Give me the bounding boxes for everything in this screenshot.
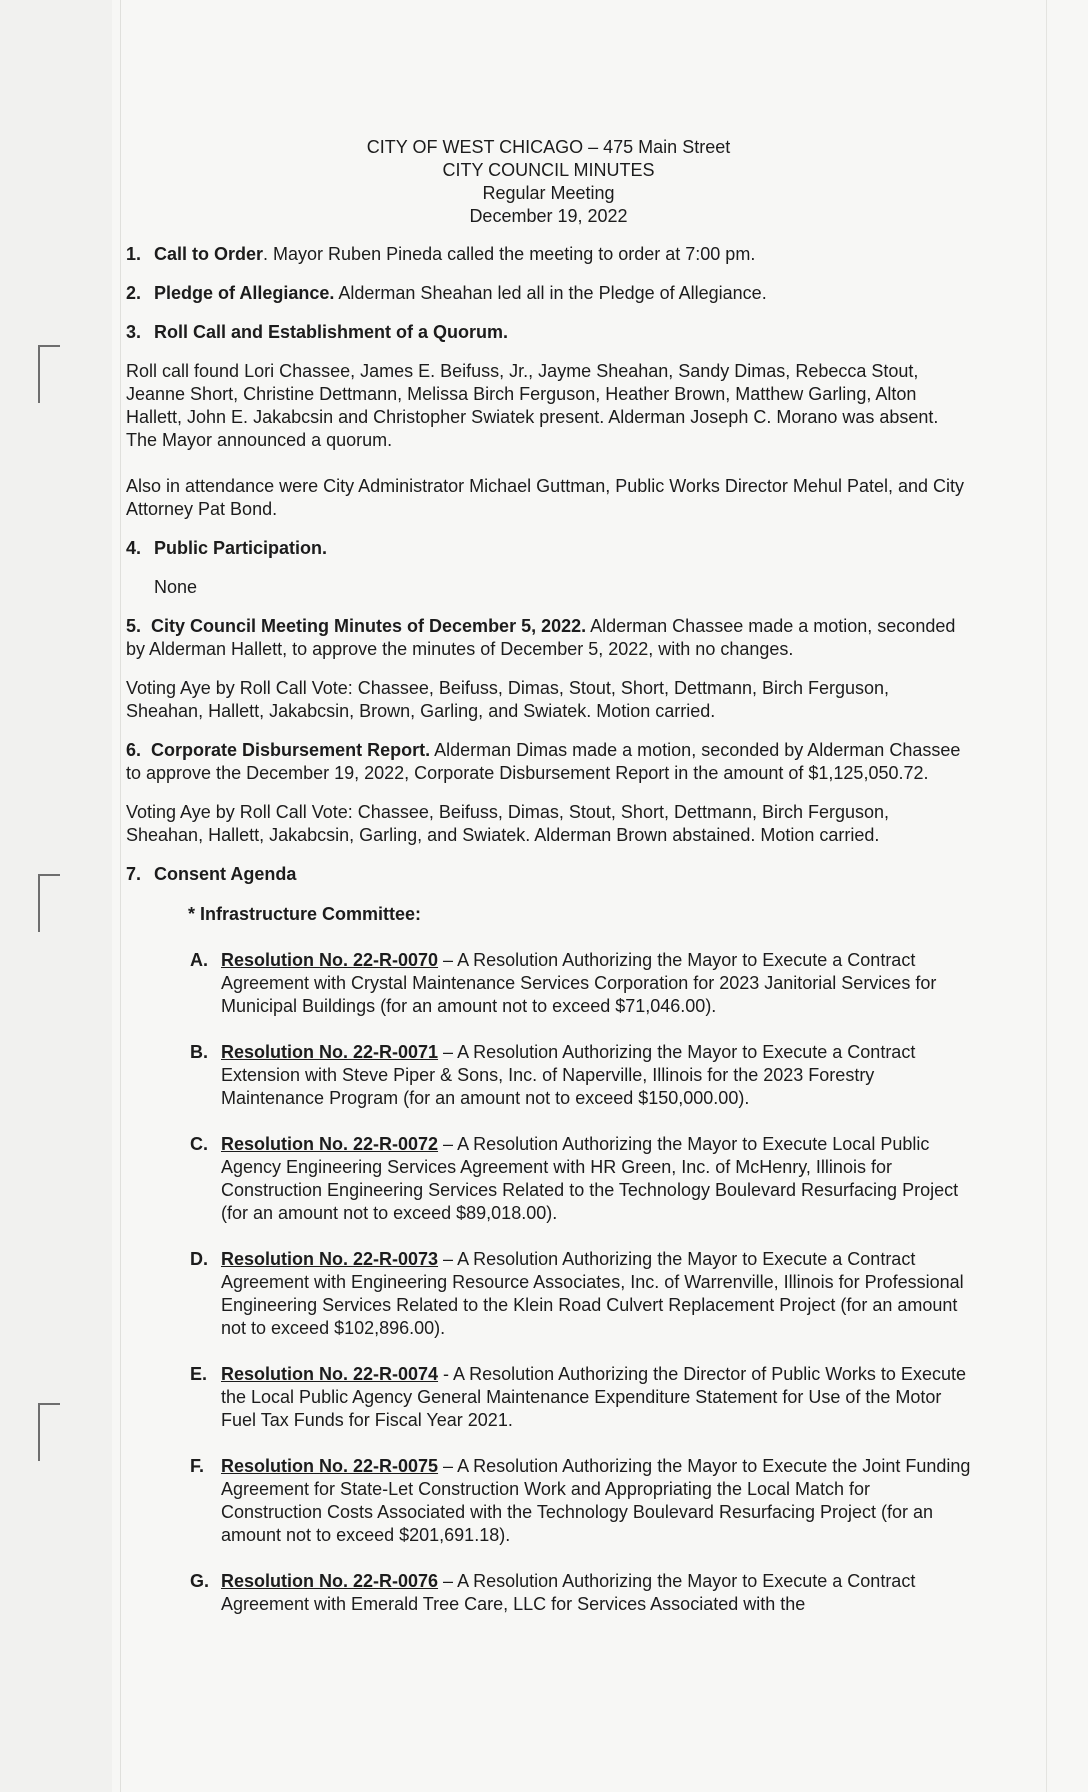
item-letter: A. — [190, 950, 208, 970]
section-number: 5. — [126, 616, 142, 636]
section-number: 4. — [126, 538, 142, 558]
section-pledge — [126, 282, 971, 305]
resolution-text: – A Resolution Authorizing the Mayor to Execute the Joint Funding Agreement for State-Let Construction Work and Appropriating the Local Match for Construction Costs Associated with the Technology Boulevard Resurfacing Project (for an amount not to exceed $201,691.18). — [221, 1456, 971, 1545]
resolution-number: Resolution No. 22-R-0072 — [221, 1134, 439, 1154]
resolution-text: – A Resolution Authorizing the Mayor to Execute a Contract Agreement with Engineering Resource Associates, Inc. of Warrenville, Illinois for Professional Engineering Services Related to the Klein Road Culvert Replacement Project (for an amount not to exceed $102,896.00). — [221, 1249, 964, 1338]
resolution-item — [126, 949, 971, 1018]
section-consent-agenda — [126, 863, 971, 886]
item-letter: C. — [190, 1134, 208, 1154]
item-letter: D. — [190, 1249, 208, 1269]
resolution-number: Resolution No. 22-R-0071 — [221, 1042, 439, 1062]
attendance-paragraph: Also in attendance were City Administrator Michael Guttman, Public Works Director Mehul Patel, and City Attorney Pat Bond. — [126, 476, 965, 519]
resolution-item — [126, 1363, 971, 1432]
section-title: Consent Agenda — [154, 864, 297, 884]
item-letter: G. — [190, 1571, 210, 1591]
scan-edge-line — [120, 0, 121, 1792]
committee-heading: * Infrastructure Committee: — [188, 904, 422, 924]
resolution-number: Resolution No. 22-R-0073 — [221, 1249, 439, 1269]
section-title: Public Participation. — [154, 538, 328, 558]
section-number: 2. — [126, 283, 142, 303]
section-text: Alderman Dimas made a motion, seconded by Alderman Chassee to approve the December 19, 2022, Corporate Disbursement Report in the amount of $1,125,050.72. — [126, 740, 961, 783]
resolution-number: Resolution No. 22-R-0074 — [221, 1364, 439, 1384]
resolution-number: Resolution No. 22-R-0075 — [221, 1456, 439, 1476]
vote-paragraph: Voting Aye by Roll Call Vote: Chassee, Beifuss, Dimas, Stout, Short, Dettmann, Birch Ferguson, Sheahan, Hallett, Jakabcsin, Garling, and Swiatek. Alderman Brown abstained. Motion carried. — [126, 802, 890, 845]
resolution-list — [126, 949, 971, 1616]
section-title: Call to Order — [154, 244, 264, 264]
section-number: 6. — [126, 740, 142, 760]
binder-mark — [38, 1403, 60, 1461]
resolution-item — [126, 1570, 971, 1616]
public-participation-text: None — [154, 577, 198, 597]
resolution-text: - A Resolution Authorizing the Director of Public Works to Execute the Local Public Agency General Maintenance Expenditure Statement for Use of the Motor Fuel Tax Funds for Fiscal Year 2021. — [221, 1364, 966, 1430]
header-line: Regular Meeting — [482, 183, 615, 203]
header-date: December 19, 2022 — [469, 206, 628, 226]
section-disbursement-report — [126, 739, 971, 785]
section-public-participation — [126, 537, 971, 560]
item-letter: F. — [190, 1456, 205, 1476]
item-letter: B. — [190, 1042, 208, 1062]
resolution-text: – A Resolution Authorizing the Mayor to Execute Local Public Agency Engineering Services Agreement with HR Green, Inc. of McHenry, Illinois for Construction Engineering Services Related to the Technology Boulevard Resurfacing Project (for an amount not to exceed $89,018.00). — [221, 1134, 959, 1223]
section-title: Corporate Disbursement Report. — [151, 740, 431, 760]
section-text: Alderman Sheahan led all in the Pledge of Allegiance. — [334, 283, 767, 303]
resolution-number: Resolution No. 22-R-0070 — [221, 950, 439, 970]
resolution-number: Resolution No. 22-R-0076 — [221, 1571, 439, 1591]
header-line: CITY COUNCIL MINUTES — [442, 160, 655, 180]
minutes-body — [126, 136, 971, 1616]
section-roll-call — [126, 321, 971, 344]
item-letter: E. — [190, 1364, 208, 1384]
binder-mark — [38, 874, 60, 932]
scan-edge-line-right — [1046, 0, 1047, 1792]
roll-call-paragraph: Roll call found Lori Chassee, James E. Beifuss, Jr., Jayme Sheahan, Sandy Dimas, Rebecca Stout, Jeanne Short, Christine Dettmann, Melissa Birch Ferguson, Heather Brown, Matthew Garling, Alton Hallett, John E. Jakabcsin and Christopher Swiatek present. Alderman Joseph C. Morano was absent. The Mayor announced a quorum. — [126, 361, 939, 450]
resolution-text: – A Resolution Authorizing the Mayor to Execute a Contract Agreement with Emerald Tree Care, LLC for Services Associated with the — [221, 1571, 916, 1614]
section-title: Roll Call and Establishment of a Quorum. — [154, 322, 509, 342]
resolution-text: – A Resolution Authorizing the Mayor to Execute a Contract Agreement with Crystal Maintenance Services Corporation for 2023 Janitorial Services for Municipal Buildings (for an amount not to exceed $71,046.00). — [221, 950, 937, 1016]
resolution-item — [126, 1133, 971, 1225]
document-header — [126, 136, 971, 228]
section-minutes-approval — [126, 615, 971, 661]
vote-paragraph: Voting Aye by Roll Call Vote: Chassee, Beifuss, Dimas, Stout, Short, Dettmann, Birch Ferguson, Sheahan, Hallett, Jakabcsin, Brown, Garling, and Swiatek. Motion carried. — [126, 678, 890, 721]
section-number: 7. — [126, 864, 142, 884]
section-number: 3. — [126, 322, 142, 342]
section-text: . Mayor Ruben Pineda called the meeting to order at 7:00 pm. — [263, 244, 756, 264]
section-title: City Council Meeting Minutes of December 5, 2022. — [151, 616, 587, 636]
binder-mark — [38, 345, 60, 403]
header-line: CITY OF WEST CHICAGO – 475 Main Street — [366, 137, 731, 157]
resolution-item — [126, 1041, 971, 1110]
resolution-item — [126, 1248, 971, 1340]
resolution-text: – A Resolution Authorizing the Mayor to Execute a Contract Extension with Steve Piper & Sons, Inc. of Naperville, Illinois for the 2023 Forestry Maintenance Program (for an amount not to exceed $150,000.00). — [221, 1042, 916, 1108]
section-title: Pledge of Allegiance. — [154, 283, 335, 303]
section-text: Alderman Chassee made a motion, seconded by Alderman Hallett, to approve the minutes of December 5, 2022, with no changes. — [126, 616, 956, 659]
resolution-item — [126, 1455, 971, 1547]
section-call-to-order — [126, 243, 971, 266]
section-number: 1. — [126, 244, 142, 264]
